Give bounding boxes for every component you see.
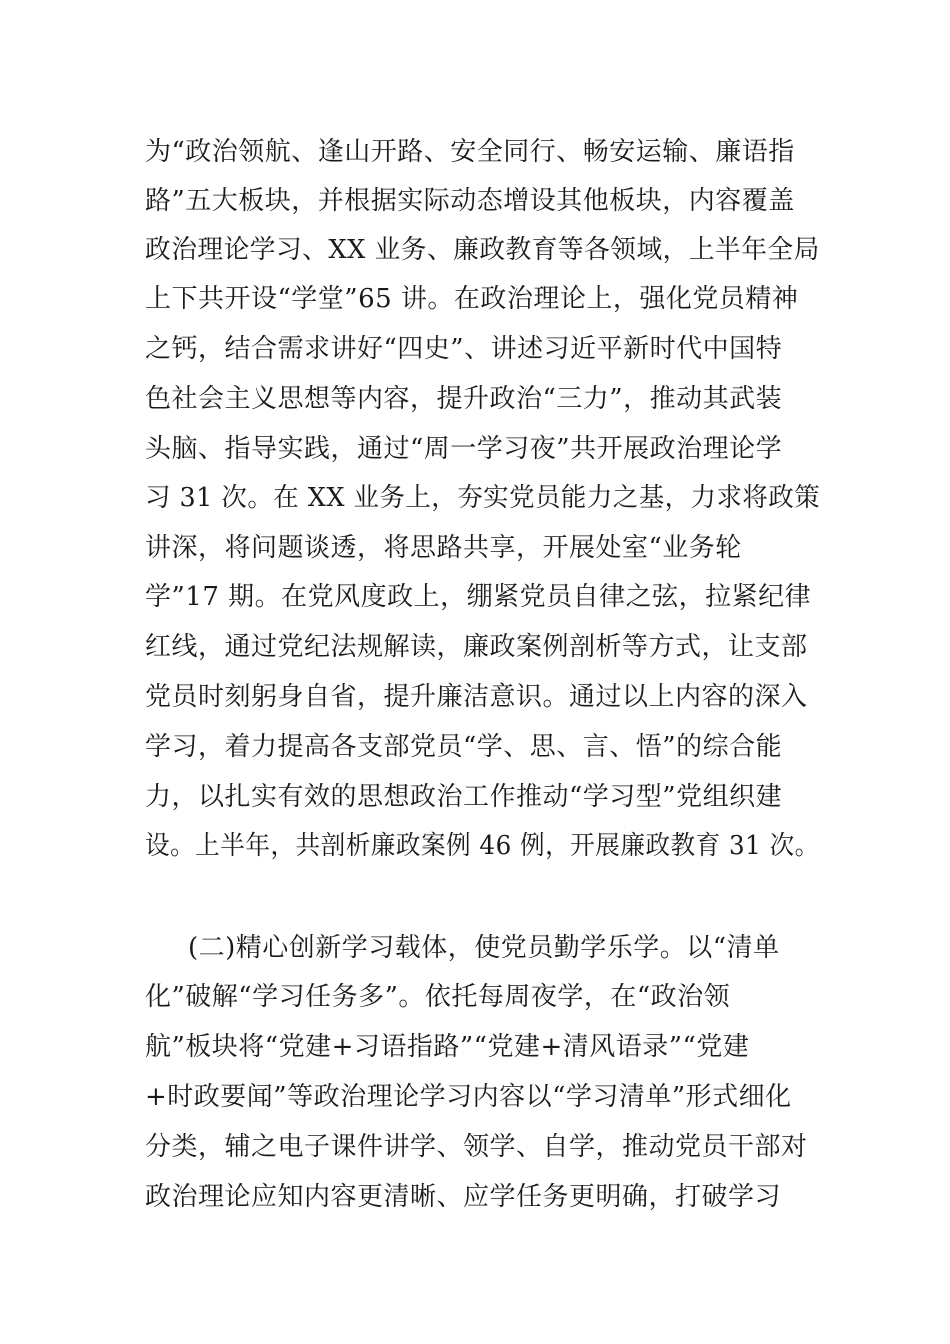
text-line: 学”17 期。在党风度政上，绷紧党员自律之弦，拉紧纪律 [145, 582, 812, 612]
text-line: 红线，通过党纪法规解读，廉政案例剖析等方式，让支部 [145, 632, 808, 662]
text-line: 之钙，结合需求讲好“四史”、讲述习近平新时代中国特 [145, 334, 783, 364]
text-line: 路”五大板块，并根据实际动态增设其他板块，内容覆盖 [145, 186, 795, 216]
text-line: +时政要闻”等政治理论学习内容以“学习清单”形式细化 [145, 1082, 792, 1112]
text-line: 学习，着力提高各支部党员“学、思、言、悟”的综合能 [145, 732, 783, 762]
text-line: 化”破解“学习任务多”。依托每周夜学，在“政治领 [145, 982, 731, 1012]
text-line: 设。上半年，共剖析廉政案例 46 例，开展廉政教育 31 次。 [145, 831, 820, 861]
text-line: 政治理论应知内容更清晰、应学任务更明确，打破学习 [145, 1182, 782, 1212]
text-line: 分类，辅之电子课件讲学、领学、自学，推动党员干部对 [145, 1132, 808, 1162]
text-line: 政治理论学习、XX 业务、廉政教育等各领域，上半年全局 [145, 235, 820, 265]
text-line: (二)精心创新学习载体，使党员勤学乐学。以“清单 [188, 933, 780, 963]
text-line: 航”板块将“党建+习语指路”“党建+清风语录”“党建 [145, 1032, 750, 1062]
text-line: 为“政治领航、逢山开路、安全同行、畅安运输、廉语指 [145, 137, 795, 167]
text-line: 习 31 次。在 XX 业务上，夯实党员能力之基，力求将政策 [145, 483, 821, 513]
text-line: 党员时刻躬身自省，提升廉洁意识。通过以上内容的深入 [145, 682, 808, 712]
text-line: 色社会主义思想等内容，提升政治“三力”，推动其武装 [145, 384, 783, 414]
text-line: 头脑、指导实践，通过“周一学习夜”共开展政治理论学 [145, 434, 783, 464]
text-line: 上下共开设“学堂”65 讲。在政治理论上，强化党员精神 [145, 284, 799, 314]
text-line: 力，以扎实有效的思想政治工作推动“学习型”党组织建 [145, 782, 783, 812]
text-line: 讲深，将问题谈透，将思路共享，开展处室“业务轮 [145, 533, 742, 563]
